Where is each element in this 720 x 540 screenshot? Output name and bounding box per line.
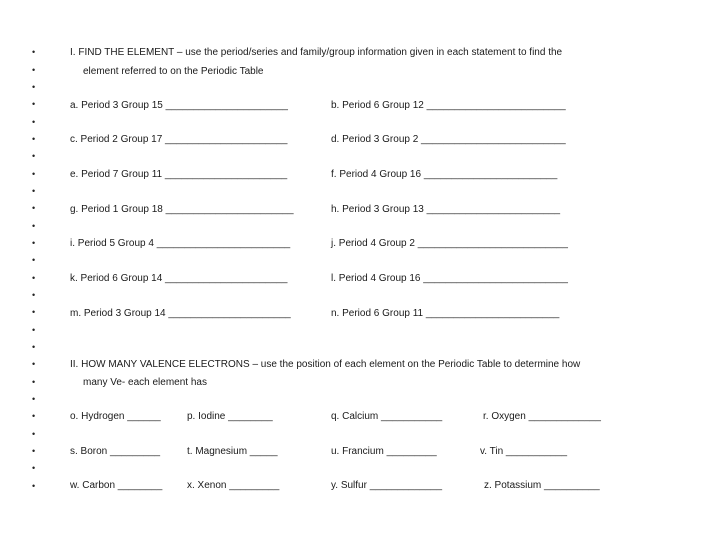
question-e: e. Period 7 Group 11 ______________________ xyxy=(70,169,288,180)
question-n: n. Period 6 Group 11 ________________________ xyxy=(331,308,560,319)
bullet: • xyxy=(32,411,36,421)
bullet: • xyxy=(32,429,36,439)
bullet: • xyxy=(32,377,36,387)
question-v: v. Tin ___________ xyxy=(480,446,568,457)
bullet: • xyxy=(32,117,36,127)
question-j: j. Period 4 Group 2 ___________________________ xyxy=(331,238,568,249)
question-x: x. Xenon _________ xyxy=(187,480,280,491)
question-r: r. Oxygen _____________ xyxy=(483,411,601,422)
question-w: w. Carbon ________ xyxy=(70,480,163,491)
question-i: i. Period 5 Group 4 ________________________ xyxy=(70,238,291,249)
bullet: • xyxy=(32,481,36,491)
question-s: s. Boron _________ xyxy=(70,446,161,457)
bullet: • xyxy=(32,82,36,92)
bullet: • xyxy=(32,273,36,283)
question-a: a. Period 3 Group 15 ______________________ xyxy=(70,100,288,111)
question-p: p. Iodine ________ xyxy=(187,411,273,422)
question-k: k. Period 6 Group 14 ______________________ xyxy=(70,273,288,284)
section1-heading-continued: element referred to on the Periodic Table xyxy=(83,66,264,77)
question-h: h. Period 3 Group 13 ________________________ xyxy=(331,204,561,215)
section1-heading: I. FIND THE ELEMENT – use the period/series and family/group information given in each statement to find the xyxy=(70,47,563,58)
question-m: m. Period 3 Group 14 ______________________ xyxy=(70,308,291,319)
section2-heading-continued: many Ve- each element has xyxy=(83,377,207,388)
bullet: • xyxy=(32,134,36,144)
bullet: • xyxy=(32,221,36,231)
bullet: • xyxy=(32,255,36,265)
question-u: u. Francium _________ xyxy=(331,446,437,457)
question-q: q. Calcium ___________ xyxy=(331,411,443,422)
bullet: • xyxy=(32,307,36,317)
bullet: • xyxy=(32,151,36,161)
bullet: • xyxy=(32,47,36,57)
bullet: • xyxy=(32,203,36,213)
bullet: • xyxy=(32,186,36,196)
question-g: g. Period 1 Group 18 _______________________ xyxy=(70,204,294,215)
question-y: y. Sulfur _____________ xyxy=(331,480,443,491)
question-l: l. Period 4 Group 16 __________________________ xyxy=(331,273,568,284)
bullet: • xyxy=(32,65,36,75)
question-b: b. Period 6 Group 12 _________________________ xyxy=(331,100,566,111)
question-o: o. Hydrogen ______ xyxy=(70,411,161,422)
bullet: • xyxy=(32,325,36,335)
bullet: • xyxy=(32,359,36,369)
question-d: d. Period 3 Group 2 __________________________ xyxy=(331,134,566,145)
question-c: c. Period 2 Group 17 ______________________ xyxy=(70,134,288,145)
bullet: • xyxy=(32,394,36,404)
question-t: t. Magnesium _____ xyxy=(187,446,278,457)
bullet: • xyxy=(32,290,36,300)
section2-heading: II. HOW MANY VALENCE ELECTRONS – use the position of each element on the Periodic Table to determine how xyxy=(70,359,581,370)
question-z: z. Potassium __________ xyxy=(484,480,600,491)
bullet: • xyxy=(32,169,36,179)
bullet: • xyxy=(32,99,36,109)
bullet: • xyxy=(32,342,36,352)
question-f: f. Period 4 Group 16 ________________________ xyxy=(331,169,558,180)
bullet: • xyxy=(32,463,36,473)
bullet: • xyxy=(32,238,36,248)
bullet: • xyxy=(32,446,36,456)
